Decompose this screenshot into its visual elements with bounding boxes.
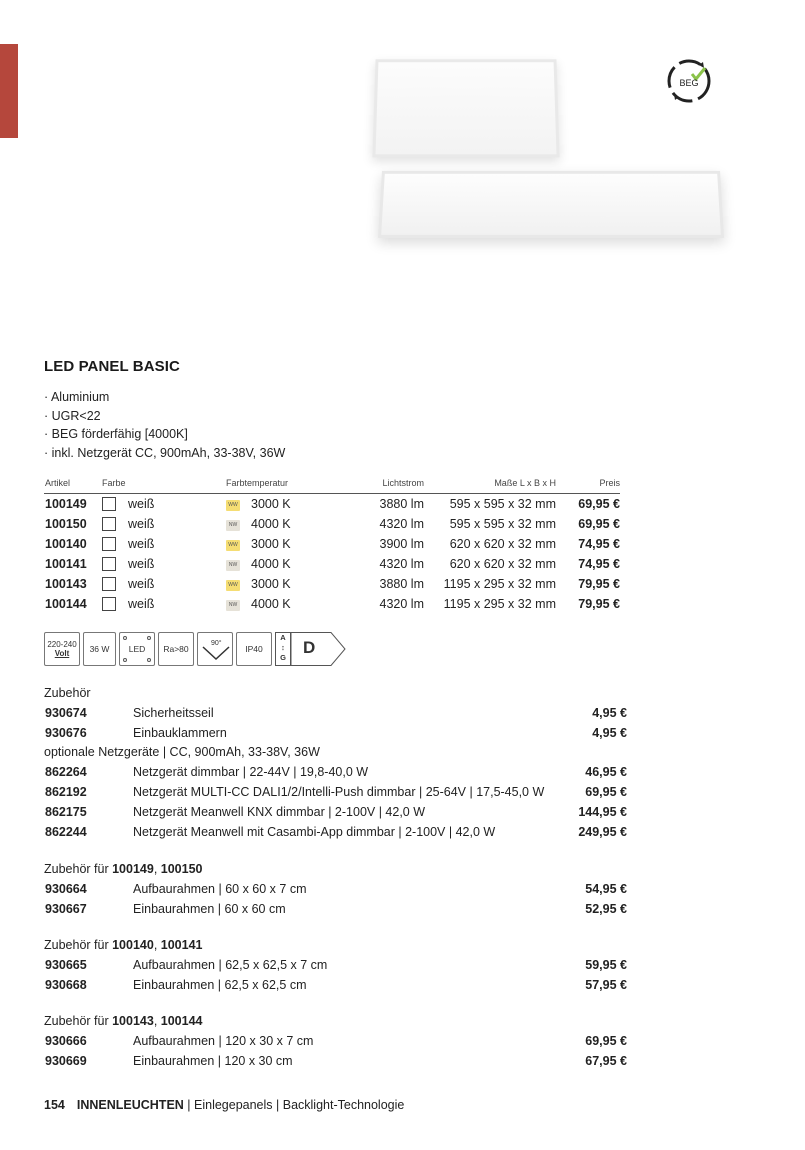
temp-code-badge: NW xyxy=(226,520,240,531)
accessory-group xyxy=(44,860,627,919)
beg-badge-icon xyxy=(665,57,713,105)
energy-scale-bottom: G xyxy=(280,653,286,662)
energy-class: D xyxy=(303,638,316,657)
cell-farbe: weiß xyxy=(128,557,155,571)
group-heading xyxy=(44,1012,202,1032)
item-price: 57,95 € xyxy=(585,977,627,992)
cell-artikel: 100140 xyxy=(45,537,87,551)
group-separator: , xyxy=(153,938,161,952)
psu-heading-line xyxy=(44,743,627,763)
ra-value: Ra>80 xyxy=(163,644,189,654)
item-price: 69,95 € xyxy=(585,784,627,799)
table-row xyxy=(44,574,620,594)
page-footer xyxy=(44,1098,404,1112)
item-price: 67,95 € xyxy=(585,1053,627,1068)
temp-code-badge: NW xyxy=(226,600,240,611)
header-lichtstrom: Lichtstrom xyxy=(382,478,424,488)
cell-lichtstrom: 3880 lm xyxy=(379,577,424,591)
cell-masse: 620 x 620 x 32 mm xyxy=(449,557,556,571)
wattage-icon xyxy=(83,632,116,666)
voltage-range: 220-240 xyxy=(47,640,77,649)
item-code: 930674 xyxy=(45,705,87,720)
item-price: 4,95 € xyxy=(592,705,627,720)
cell-lichtstrom: 4320 lm xyxy=(379,597,424,611)
item-price: 144,95 € xyxy=(578,804,627,819)
item-code: 930665 xyxy=(45,957,87,972)
led-dot-icon xyxy=(147,636,151,640)
cell-farbe: weiß xyxy=(128,577,155,591)
item-price: 59,95 € xyxy=(585,957,627,972)
feature-item: · Aluminium xyxy=(44,388,285,407)
list-item xyxy=(44,823,627,843)
item-code: 930676 xyxy=(45,725,87,740)
item-desc: Einbauklammern xyxy=(133,725,227,740)
cell-preis: 74,95 € xyxy=(578,537,620,551)
list-item xyxy=(44,1052,627,1072)
item-desc: Netzgerät MULTI-CC DALI1/2/Intelli-Push dimmbar | 25-64V | 17,5-45,0 W xyxy=(133,784,545,799)
cell-farbe: weiß xyxy=(128,597,155,611)
list-item xyxy=(44,1032,627,1052)
temp-code-badge: WW xyxy=(226,580,240,591)
page-number: 154 xyxy=(44,1098,65,1112)
ip-rating-icon xyxy=(236,632,272,666)
group-prefix: Zubehör für xyxy=(44,862,113,876)
list-item xyxy=(44,976,627,996)
color-swatch-icon xyxy=(102,577,116,591)
group-article-a: 100149 xyxy=(112,862,154,876)
psu-heading: optionale Netzgeräte | CC, 900mAh, 33-38V, 36W xyxy=(44,745,320,760)
cell-preis: 79,95 € xyxy=(578,597,620,611)
cell-preis: 69,95 € xyxy=(578,497,620,511)
footer-section: INNENLEUCHTEN xyxy=(76,1098,184,1112)
group-article-a: 100143 xyxy=(112,1014,154,1028)
energy-scale-arrow-icon: ↕ xyxy=(281,643,285,652)
item-desc: Einbaurahmen | 60 x 60 cm xyxy=(133,901,286,916)
cell-masse: 1195 x 295 x 32 mm xyxy=(443,577,556,591)
header-artikel: Artikel xyxy=(45,478,71,488)
cell-artikel: 100141 xyxy=(45,557,87,571)
item-code: 930666 xyxy=(45,1033,87,1048)
temp-code-badge: NW xyxy=(226,560,240,571)
table-header xyxy=(44,478,620,494)
cell-masse: 620 x 620 x 32 mm xyxy=(449,537,556,551)
list-item xyxy=(44,880,627,900)
ip-value: IP40 xyxy=(245,644,263,654)
item-desc: Aufbaurahmen | 62,5 x 62,5 x 7 cm xyxy=(133,957,328,972)
accessory-group xyxy=(44,1012,627,1071)
color-swatch-icon xyxy=(102,597,116,611)
color-rendering-icon xyxy=(158,632,194,666)
led-dot-icon xyxy=(147,658,151,662)
voltage-icon xyxy=(44,632,80,666)
accessory-group xyxy=(44,936,627,995)
led-label: LED xyxy=(128,644,146,654)
cell-farbtemperatur: 3000 K xyxy=(251,577,291,591)
item-desc: Sicherheitsseil xyxy=(133,705,214,720)
item-price: 46,95 € xyxy=(585,765,627,780)
cell-masse: 595 x 595 x 32 mm xyxy=(449,517,556,531)
color-swatch-icon xyxy=(102,557,116,571)
cell-farbe: weiß xyxy=(128,537,155,551)
item-desc: Einbaurahmen | 120 x 30 cm xyxy=(133,1053,293,1068)
product-image-square-panel xyxy=(372,59,559,157)
table-row xyxy=(44,514,620,534)
chapter-edge-tab xyxy=(0,44,18,138)
cell-lichtstrom: 4320 lm xyxy=(379,517,424,531)
cell-farbtemperatur: 4000 K xyxy=(251,597,291,611)
header-farbe: Farbe xyxy=(102,478,126,488)
group-prefix: Zubehör für xyxy=(44,938,113,952)
item-desc: Netzgerät dimmbar | 22-44V | 19,8-40,0 W xyxy=(133,765,369,780)
wattage-value: 36 W xyxy=(89,644,110,654)
list-item xyxy=(44,724,627,744)
accessories-section xyxy=(44,684,627,842)
item-code: 862192 xyxy=(45,784,87,799)
group-heading xyxy=(44,936,202,956)
group-prefix: Zubehör für xyxy=(44,1014,113,1028)
table-row xyxy=(44,534,620,554)
group-heading-line xyxy=(44,1012,627,1032)
group-separator: , xyxy=(153,1014,161,1028)
cell-lichtstrom: 4320 lm xyxy=(379,557,424,571)
led-icon xyxy=(119,632,155,666)
item-desc: Netzgerät Meanwell mit Casambi-App dimmbar | 2-100V | 42,0 W xyxy=(133,824,496,839)
led-dot-icon xyxy=(123,658,127,662)
color-swatch-icon xyxy=(102,517,116,531)
cell-masse: 1195 x 295 x 32 mm xyxy=(443,597,556,611)
cell-artikel: 100143 xyxy=(45,577,87,591)
list-item xyxy=(44,763,627,783)
cell-farbtemperatur: 4000 K xyxy=(251,557,291,571)
cell-lichtstrom: 3900 lm xyxy=(379,537,424,551)
item-code: 862244 xyxy=(45,824,87,839)
cell-masse: 595 x 595 x 32 mm xyxy=(449,497,556,511)
item-price: 4,95 € xyxy=(592,725,627,740)
cell-farbtemperatur: 4000 K xyxy=(251,517,291,531)
list-item xyxy=(44,783,627,803)
feature-item: · inkl. Netzgerät CC, 900mAh, 33-38V, 36W xyxy=(44,444,285,463)
cell-preis: 69,95 € xyxy=(578,517,620,531)
feature-list xyxy=(44,388,285,462)
item-code: 862264 xyxy=(45,765,87,780)
product-table xyxy=(44,478,620,614)
cell-farbtemperatur: 3000 K xyxy=(251,497,291,511)
header-farbtemperatur: Farbtemperatur xyxy=(226,478,289,488)
table-row xyxy=(44,494,620,514)
item-price: 52,95 € xyxy=(585,901,627,916)
beam-angle-icon xyxy=(197,632,233,666)
item-price: 249,95 € xyxy=(578,824,627,839)
group-heading-line xyxy=(44,936,627,956)
color-swatch-icon xyxy=(102,537,116,551)
cell-preis: 74,95 € xyxy=(578,557,620,571)
item-desc: Aufbaurahmen | 60 x 60 x 7 cm xyxy=(133,881,307,896)
beg-badge-label: BEG xyxy=(679,78,699,88)
accessories-heading: Zubehör xyxy=(44,686,91,700)
cell-farbe: weiß xyxy=(128,497,155,511)
temp-code-badge: WW xyxy=(226,500,240,511)
table-row xyxy=(44,554,620,574)
list-item xyxy=(44,704,627,724)
group-article-b: 100150 xyxy=(160,862,203,876)
item-code: 930669 xyxy=(45,1053,87,1068)
footer-subsection: | Einlegepanels | Backlight-Technologie xyxy=(183,1098,405,1112)
energy-label-icon xyxy=(275,632,347,666)
group-article-b: 100144 xyxy=(160,1014,203,1028)
feature-item: · BEG förderfähig [4000K] xyxy=(44,425,285,444)
product-title: LED PANEL BASIC xyxy=(44,358,180,375)
energy-scale-top: A xyxy=(280,633,286,642)
table-row xyxy=(44,594,620,614)
beam-angle-value: 90° xyxy=(211,640,222,647)
item-code: 862175 xyxy=(45,804,87,819)
item-price: 54,95 € xyxy=(585,881,627,896)
cell-lichtstrom: 3880 lm xyxy=(379,497,424,511)
item-desc: Einbaurahmen | 62,5 x 62,5 cm xyxy=(133,977,307,992)
list-item xyxy=(44,803,627,823)
item-price: 69,95 € xyxy=(585,1033,627,1048)
accessories-heading-line xyxy=(44,684,627,704)
header-preis: Preis xyxy=(599,478,620,488)
item-code: 930664 xyxy=(45,881,87,896)
group-article-a: 100140 xyxy=(112,938,154,952)
item-code: 930667 xyxy=(45,901,87,916)
list-item xyxy=(44,956,627,976)
group-heading xyxy=(44,860,202,880)
cell-artikel: 100144 xyxy=(45,597,87,611)
group-article-b: 100141 xyxy=(160,938,203,952)
item-code: 930668 xyxy=(45,977,87,992)
item-desc: Netzgerät Meanwell KNX dimmbar | 2-100V | 42,0 W xyxy=(133,804,426,819)
cell-preis: 79,95 € xyxy=(578,577,620,591)
cell-artikel: 100149 xyxy=(45,497,87,511)
voltage-unit: Volt xyxy=(54,649,70,658)
list-item xyxy=(44,900,627,920)
group-heading-line xyxy=(44,860,627,880)
led-dot-icon xyxy=(123,636,127,640)
temp-code-badge: WW xyxy=(226,540,240,551)
cell-farbtemperatur: 3000 K xyxy=(251,537,291,551)
header-masse: Maße L x B x H xyxy=(494,478,556,488)
cell-artikel: 100150 xyxy=(45,517,87,531)
group-separator: , xyxy=(153,862,161,876)
cell-farbe: weiß xyxy=(128,517,155,531)
color-swatch-icon xyxy=(102,497,116,511)
product-image-rectangular-panel xyxy=(378,171,724,238)
energy-scale xyxy=(279,633,287,663)
feature-item: · UGR<22 xyxy=(44,407,285,426)
item-desc: Aufbaurahmen | 120 x 30 x 7 cm xyxy=(133,1033,314,1048)
spec-icon-strip xyxy=(44,632,347,666)
